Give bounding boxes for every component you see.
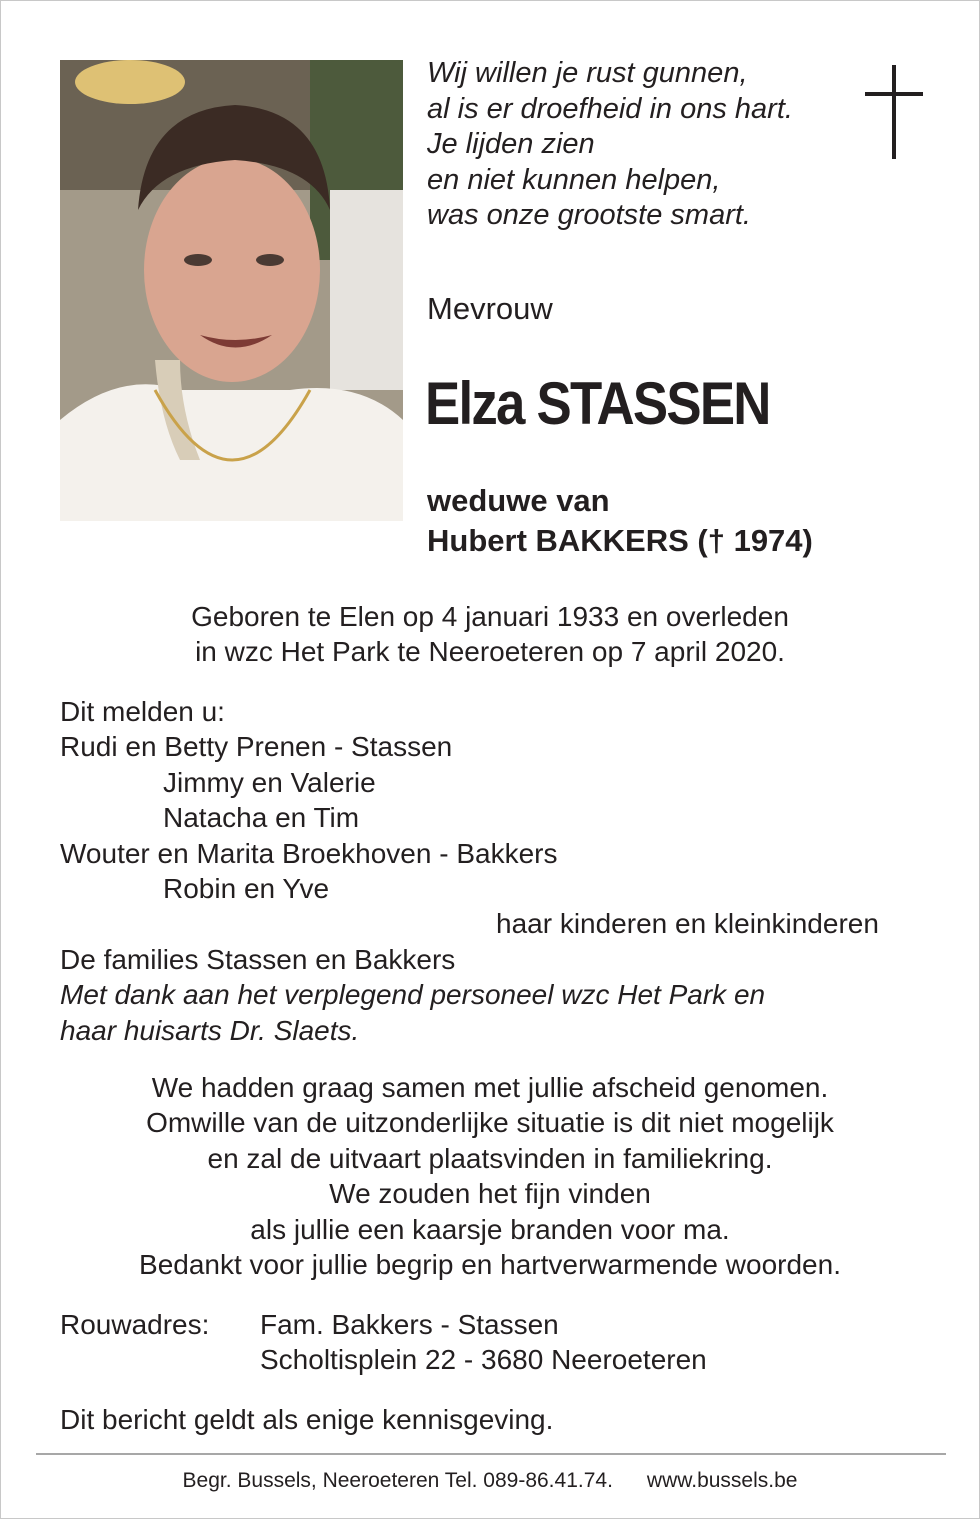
portrait-photo — [60, 60, 403, 521]
spouse-name: Hubert BAKKERS († 1974) — [427, 523, 813, 558]
announcement — [60, 694, 940, 1048]
notice: Dit bericht geldt als enige kennisgeving. — [60, 1404, 554, 1435]
poem — [427, 56, 793, 234]
families: De families Stassen en Bakkers — [60, 943, 456, 975]
relation-label: haar kinderen en kleinkinderen — [496, 908, 879, 940]
poem-line: al is er droefheid in ons hart. — [427, 92, 793, 125]
closing-line: We zouden het fijn vinden — [329, 1178, 651, 1210]
deceased-name: Elza STASSEN — [425, 370, 770, 437]
mourning-address — [60, 1307, 707, 1378]
birth-death-statement — [1, 599, 979, 670]
closing-line: Omwille van de uitzonderlijke situatie is dit niet mogelijk — [146, 1107, 834, 1139]
address-line: Scholtisplein 22 - 3680 Neeroeteren — [260, 1344, 707, 1376]
grandchildren: Jimmy en Valerie — [163, 766, 376, 798]
closing-message — [1, 1070, 979, 1282]
cross-icon — [865, 65, 923, 159]
closing-line: en zal de uitvaart plaatsvinden in familiekring. — [207, 1142, 773, 1174]
footer — [1, 1467, 979, 1495]
address-label: Rouwadres: — [60, 1309, 210, 1340]
born-line: in wzc Het Park te Neeroeteren op 7 april 2020. — [195, 636, 785, 668]
family-name: Rudi en Betty Prenen - Stassen — [60, 731, 453, 763]
divider — [36, 1453, 946, 1455]
poem-line: Wij willen je rust gunnen, — [427, 57, 748, 89]
announce-intro: Dit melden u: — [60, 696, 225, 727]
closing-line: We hadden graag samen met jullie afscheid genomen. — [151, 1072, 829, 1103]
website-link[interactable]: www.bussels.be — [646, 1469, 798, 1492]
family-name: Wouter en Marita Broekhoven - Bakkers — [60, 837, 558, 869]
thanks-line: Met dank aan het verplegend personeel wzc Het Park en — [60, 979, 766, 1011]
funeral-home-contact: Begr. Bussels, Neeroeteren Tel. 089-86.41.74. — [182, 1469, 613, 1492]
thanks-line: haar huisarts Dr. Slaets. — [60, 1014, 360, 1046]
grandchildren: Robin en Yve — [163, 873, 330, 905]
poem-line: Je lijden zien — [427, 128, 595, 160]
poem-line: was onze grootste smart. — [427, 199, 751, 231]
address-line: Fam. Bakkers - Stassen — [260, 1309, 559, 1340]
poem-line: en niet kunnen helpen, — [427, 163, 721, 196]
widow-label: weduwe van — [427, 483, 610, 518]
honorific: Mevrouw — [427, 291, 553, 326]
closing-line: Bedankt voor jullie begrip en hartverwarmende woorden. — [139, 1249, 841, 1281]
grandchildren: Natacha en Tim — [163, 802, 360, 834]
widow-of — [427, 481, 813, 561]
closing-line: als jullie een kaarsje branden voor ma. — [250, 1213, 730, 1245]
born-line: Geboren te Elen op 4 januari 1933 en overleden — [191, 601, 789, 632]
